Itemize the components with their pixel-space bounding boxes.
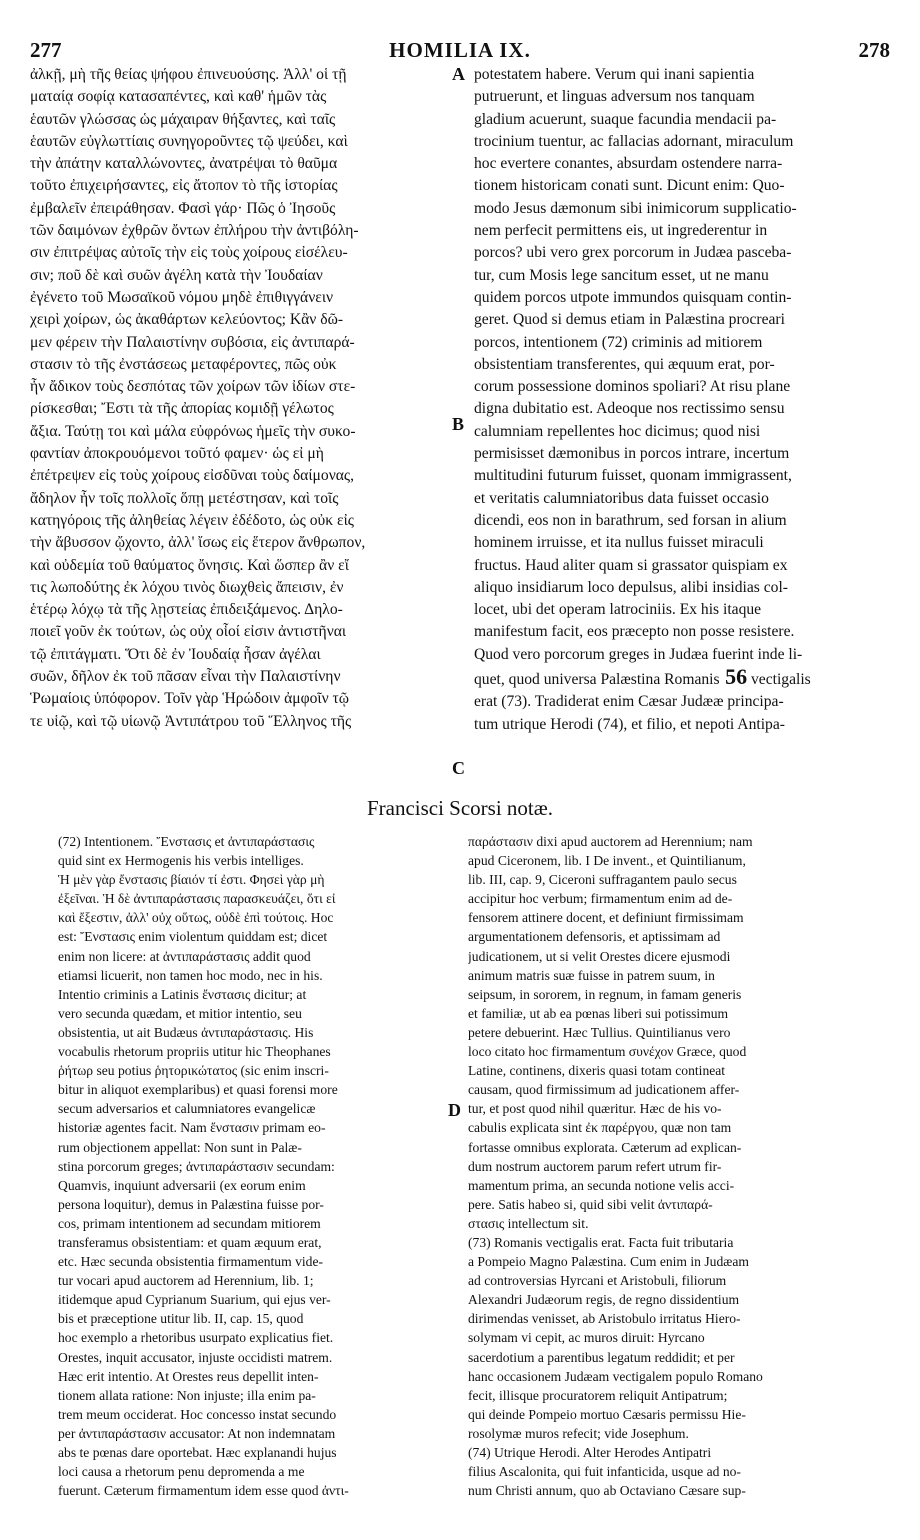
latin-text-line: fructus. Haud aliter quam si grassator quispiam ex bbox=[474, 556, 788, 574]
note-line: Alexandri Judæorum regis, de regno dissidentium bbox=[468, 1292, 740, 1308]
page-marker-number: 56 bbox=[719, 666, 748, 690]
note-line: Quamvis, inquiunt adversarii (ex eorum enim bbox=[58, 1177, 306, 1193]
greek-text-column bbox=[30, 64, 448, 779]
greek-text-line: τις λωποδύτης ἐκ λόχου τινὸς διωχθεὶς ἄπεισιν, ἐν bbox=[30, 578, 344, 596]
note-line: vero secunda quædam, et mitior intentio, seu bbox=[58, 1005, 302, 1021]
latin-text-line: hominem irruisse, et ita nullus fuisset miraculi bbox=[474, 534, 764, 552]
greek-text-line: ἄδηλον ἦν τοῖς πολλοῖς ὅπῃ μετέστησαν, καὶ τοῖς bbox=[30, 489, 339, 507]
greek-text-line: ἄξια. Ταύτῃ τοι καὶ μάλα εὐφρόνως ἡμεῖς τὴν συκο- bbox=[30, 422, 356, 440]
greek-text-line: στασιν τὸ τῆς ἐνστάσεως μεταφέροντες, πῶς οὐκ bbox=[30, 355, 337, 373]
margin-letter-c: C bbox=[452, 758, 465, 778]
note-line: καὶ ἔξεστιν, ἀλλ' οὐχ οὕτως, οὐδὲ ἐπὶ τούτοις. Hoc bbox=[58, 910, 334, 926]
latin-text-line: calumniam repellentes hoc dicimus; quod nisi bbox=[474, 422, 761, 440]
greek-text-line: τὴν ἀπάτην καταλλώνοντες, ἀνατρέψαι τὸ θαῦμα bbox=[30, 155, 338, 173]
note-line: accipitur hoc verbum; firmamentum enim ad de- bbox=[468, 891, 733, 907]
note-line: Orestes, inquit accusator, injuste occidisti matrem. bbox=[58, 1349, 333, 1365]
greek-text-line: καὶ οὐδεμία τοῦ θαύματος ὄνησις. Καὶ ὥσπερ ἂν εἴ bbox=[30, 556, 349, 574]
latin-text-line: et veritatis calumniatoribus data fuisset occasio bbox=[474, 489, 769, 507]
greek-text-line: χειρὶ χοίρων, ὡς ἀκαθάρτων κελεύοντος; Κἂν δῶ- bbox=[30, 311, 344, 329]
note-line: seipsum, in sororem, in regnum, in famam generis bbox=[468, 986, 742, 1002]
latin-text-line: modo Jesus dæmonum sibi inimicorum supplicatio- bbox=[474, 199, 797, 217]
greek-text-line: σιν; ποῦ δὲ καὶ συῶν ἀγέλη κατὰ τὴν Ἰουδαίαν bbox=[30, 266, 323, 284]
note-line: petere debuerint. Hæc Tullius. Quintilianus vero bbox=[468, 1024, 731, 1040]
running-header bbox=[30, 38, 890, 64]
note-line: mamentum prima, an secunda notione velis acci- bbox=[468, 1177, 735, 1193]
note-line: tur, et post quod nihil quæritur. Hæc de his vo- bbox=[468, 1101, 722, 1117]
greek-text-line: σιν ἐπιτρέψας αὐτοῖς τὴν εἰς τοὺς χοίρους εἰσέλευ- bbox=[30, 244, 348, 262]
latin-text-line: permisisset dæmonibus in porcos intrare, incertum bbox=[474, 445, 790, 463]
greek-text-line: ρίσκεσθαι; Ἔστι τὰ τῆς ἀπορίας κομιδῇ γέλωτος bbox=[30, 400, 334, 418]
latin-text-column bbox=[474, 64, 888, 779]
page-number-left: 277 bbox=[30, 38, 62, 62]
margin-letter-d: D bbox=[448, 1100, 461, 1120]
latin-text-line: manifestum facit, eos præcepto non posse resistere. bbox=[474, 623, 795, 641]
greek-text-line: τε υἱῷ, καὶ τῷ υἱωνῷ Ἀντιπάτρου τοῦ Ἕλληνος τῆς bbox=[30, 712, 352, 730]
note-line: qui deinde Pompeio mortuo Cæsaris permissu Hie- bbox=[468, 1406, 746, 1422]
note-line: Ἡ μὲν γὰρ ἔνστασις βίαιόν τί ἐστι. Φησεὶ γὰρ μὴ bbox=[58, 872, 325, 888]
note-line: etc. Hæc secunda obsistentia firmamentum vide- bbox=[58, 1254, 323, 1270]
latin-text-line: tionem historicam conati sunt. Dicunt enim: Quo- bbox=[474, 177, 785, 195]
note-line: et familiæ, ut ab ea pœnas liberi sui potissimum bbox=[468, 1005, 729, 1021]
greek-text-line: ματαίᾳ σοφίᾳ κατασαπέντες, καὶ καθ' ἡμῶν τὰς bbox=[30, 88, 327, 106]
greek-text-line: τῷ ἐπιτάγματι. Ὅτι δὲ ἐν Ἰουδαίᾳ ἦσαν ἀγέλαι bbox=[30, 645, 321, 663]
latin-text-line: obsistentiam transferentes, qui æquum erat, por- bbox=[474, 355, 775, 373]
note-line: pere. Satis habeo si, quid sibi velit ἀντιπαρά- bbox=[468, 1196, 713, 1212]
note-line: filius Ascalonita, qui fuit infanticida, usque ad no- bbox=[468, 1464, 741, 1480]
greek-text-line: ἑαυτῶν εὐγλωττίαις συνηγοροῦντες τῷ ψεύδει, καὶ bbox=[30, 132, 348, 150]
note-line: secum adversarios et calumniatores evangelicæ bbox=[58, 1101, 316, 1117]
note-line: sacerdotium a parentibus legatum reddidit; et per bbox=[468, 1349, 735, 1365]
note-line: solymam vi cepit, ac muros diruit: Hyrcano bbox=[468, 1330, 705, 1346]
greek-text-line: ἦν ἄδικον τοὺς δεσπότας τῶν χοίρων τῶν ἰδίων στε- bbox=[30, 378, 356, 396]
note-line: num Christi annum, quo ab Octaviano Cæsare sup- bbox=[468, 1483, 746, 1499]
latin-text-line: tum utrique Herodi (74), et filio, et nepoti Antipa- bbox=[474, 715, 785, 733]
note-line: enim non licere: at ἀντιπαράστασις addit quod bbox=[58, 948, 311, 964]
note-line: causam, quod firmissimum ad judicationem affer- bbox=[468, 1082, 740, 1098]
notes-right-column bbox=[468, 832, 882, 1532]
latin-text-line: multitudini futurum fuisset, quonam immigrassent, bbox=[474, 467, 792, 485]
note-line: dum nostrum auctorem parum refert utrum fir- bbox=[468, 1158, 722, 1174]
greek-text-line: συῶν, δῆλον ἐκ τοῦ πᾶσαν εἶναι τὴν Παλαιστίνην bbox=[30, 668, 341, 686]
latin-text-line: dicendi, eos non in barathrum, sed forsan in alium bbox=[474, 511, 787, 529]
page-number-right: 278 bbox=[858, 38, 890, 62]
note-line: fecit, illisque procuratorem reliquit Antipatrum; bbox=[468, 1387, 728, 1403]
note-line: Hæc erit intentio. At Orestes reus depellit inten- bbox=[58, 1368, 319, 1384]
greek-text-line: ἑαυτῶν γλώσσας ὡς μάχαιραν θήξαντες, καὶ ταῖς bbox=[30, 110, 336, 128]
note-line: est: Ἔνστασις enim violentum quiddam est; dicet bbox=[58, 929, 328, 945]
note-line: etiamsi licuerit, non tamen hoc modo, nec in his. bbox=[58, 967, 323, 983]
note-line: a Pompeio Magno Palæstina. Cum enim in Judæam bbox=[468, 1254, 749, 1270]
greek-text-line: ἐγένετο τοῦ Μωσαϊκοῦ νόμου μηδὲ ἐπιθιγγάνειν bbox=[30, 288, 334, 306]
note-line: quid sint ex Hermogenis his verbis intelliges. bbox=[58, 853, 304, 869]
latin-text-line: locet, ubi det operam latrociniis. Ex his itaque bbox=[474, 601, 762, 619]
note-line: tur vocari apud auctorem ad Herennium, lib. 1; bbox=[58, 1273, 314, 1289]
note-line: hanc occasionem Judæam vectigalem populo Romano bbox=[468, 1368, 763, 1384]
margin-letter-b: B bbox=[452, 414, 465, 434]
greek-text-line: ποιεῖ γοῦν ἐκ τούτων, ὡς οὐχ οἷοί εἰσιν ἀντιστῆναι bbox=[30, 623, 347, 641]
note-line: lib. III, cap. 9, Ciceroni suffragantem paulo secus bbox=[468, 872, 737, 888]
notes-left-column bbox=[58, 832, 442, 1532]
running-title: HOMILIA IX. bbox=[389, 38, 531, 62]
note-line: fortasse omnibus explorata. Cæterum ad explican- bbox=[468, 1139, 742, 1155]
latin-text-line: porcos, intentionem (72) criminis ad mitiorem bbox=[474, 333, 763, 351]
note-line: apud Ciceronem, lib. I De invent., et Quintilianum, bbox=[468, 853, 746, 869]
note-line: dirimendas venisset, ab Aristobulo irritatus Hiero- bbox=[468, 1311, 741, 1327]
notes-title: Francisci Scorsi notæ. bbox=[366, 796, 554, 820]
note-line: fensorem attinere docent, et definiunt firmissimam bbox=[468, 910, 744, 926]
latin-text-line: geret. Quod si demus etiam in Palæstina procreari bbox=[474, 311, 785, 329]
note-line: Intentio criminis a Latinis ἔνστασις dicitur; at bbox=[58, 986, 307, 1002]
latin-text-line: putruerunt, et linguas adversum nos tanquam bbox=[474, 88, 755, 106]
latin-text-line: digna dubitatio est. Adeoque nos rectissimo sensu bbox=[474, 400, 785, 418]
note-line: παράστασιν dixi apud auctorem ad Herennium; nam bbox=[468, 834, 753, 849]
latin-text-line: quet, quod universa Palæstina Romanis 56 vectigalis bbox=[474, 666, 811, 690]
note-line: stina porcorum greges; ἀντιπαράστασιν secundam: bbox=[58, 1158, 335, 1174]
latin-text-line: gladium acuerunt, suaque facundia mendacii pa- bbox=[474, 110, 777, 128]
latin-word-vectigalis: vectigalis bbox=[747, 671, 811, 689]
note-line: bitur in aliquot exemplaribus) et quasi forensi more bbox=[58, 1082, 338, 1098]
latin-text-line: porcos? ubi vero grex porcorum in Judæa pascebа- bbox=[474, 244, 792, 262]
latin-text-line: corum possessione dominos spoliari? At risu plane bbox=[474, 378, 791, 396]
note-line: ἐξεῖναι. Ἡ δὲ ἀντιπαράστασις παρασκευάζει, ὅτι εἰ bbox=[58, 891, 336, 907]
note-line: judicationem, ut si velit Orestes dicere ejusmodi bbox=[468, 948, 731, 964]
latin-text-line: aliquo insidiarum loco depulsus, alibi insidias col- bbox=[474, 578, 788, 596]
note-line: (72) Intentionem. Ἔνστασις et ἀντιπαράστασις bbox=[58, 834, 315, 849]
latin-text-line: nem perfecit permittens eis, ut ingrederentur in bbox=[474, 222, 768, 240]
note-line: historiæ agentes facit. Nam ἔνστασιν primam eo- bbox=[58, 1120, 326, 1136]
note-line: animum matris suæ fuisse in patrem suum, in bbox=[468, 967, 715, 983]
note-line: loci causa a rhetorum penu depromenda a me bbox=[58, 1464, 305, 1480]
note-line: vocabulis rhetorum propriis utitur hic Theophanes bbox=[58, 1044, 331, 1060]
latin-text-line: tur, cum Mosis lege sancitum esset, ut ne manu bbox=[474, 266, 769, 284]
note-line: itidemque apud Cyprianum Suarium, qui ejus ver- bbox=[58, 1292, 331, 1308]
greek-text-line: τοῦτο ἐπιχειρήσαντες, εἰς ἄτοπον τὸ τῆς ἱστορίας bbox=[30, 177, 338, 195]
note-line: (73) Romanis vectigalis erat. Facta fuit tributaria bbox=[468, 1234, 734, 1250]
latin-text-line: trocinium tuentur, ac fallacias adornant, miraculum bbox=[474, 132, 794, 150]
greek-text-line: κατηγόροις τῆς ἀληθείας λέγειν ἐδέδοτο, ὡς οὐκ εἰς bbox=[30, 511, 354, 529]
note-line: ῥήτωρ seu potius ῥητορικώτατος (sic enim inscri- bbox=[58, 1063, 329, 1079]
latin-text-line: potestatem habere. Verum qui inani sapientia bbox=[474, 66, 755, 83]
note-line: persona loquitur), demus in Palæstina fuisse por- bbox=[58, 1196, 324, 1212]
note-line: Latine, continens, dixeris quasi totam contineat bbox=[468, 1063, 726, 1079]
note-line: rosolymæ muros refecit; vide Josephum. bbox=[468, 1425, 689, 1441]
note-line: cabulis explicata sint ἐκ παρέργου, quæ non tam bbox=[468, 1120, 732, 1136]
margin-letter-a: A bbox=[452, 64, 465, 84]
note-line: transferamus obsistentiam: et quam æquum erat, bbox=[58, 1234, 322, 1250]
greek-text-line: ἐμβαλεῖν ἐπειράθησαν. Φασὶ γάρ· Πῶς ὁ Ἰησοῦς bbox=[30, 199, 336, 217]
latin-text-line: Quod vero porcorum greges in Judæa fuerint inde li- bbox=[474, 645, 803, 663]
note-line: argumentationem defensoris, et aptissimam ad bbox=[468, 929, 721, 945]
note-line: cos, primam intentionem ad secundam mitiorem bbox=[58, 1215, 321, 1231]
greek-text-line: φαντίαν ἀποκρουόμενοι τοῦτό φαμεν· ὡς εἰ μὴ bbox=[30, 445, 324, 463]
latin-text-line: erat (73). Tradiderat enim Cæsar Judææ principa- bbox=[474, 693, 784, 711]
note-line: tionem allata ratione: Non injuste; illa enim pa- bbox=[58, 1387, 316, 1403]
note-line: (74) Utrique Herodi. Alter Herodes Antipatri bbox=[468, 1445, 712, 1460]
note-line: per ἀντιπαράστασιν accusator: At non indemnatam bbox=[58, 1425, 336, 1441]
greek-text-line: τὴν ἄβυσσον ᾤχοντο, ἀλλ' ἴσως εἰς ἕτερον ἄνθρωπον, bbox=[30, 534, 366, 552]
note-line: στασις intellectum sit. bbox=[468, 1215, 589, 1231]
greek-text-line: μεν φέρειν τὴν Παλαιστίνην συβόσια, εἰς ἀντιπαρά- bbox=[30, 333, 355, 351]
greek-text-line: Ῥωμαίοις ὑπόφορον. Τοῖν γὰρ Ἡρώδοιν ἀμφοῖν τῷ bbox=[30, 690, 350, 708]
note-line: loco citato hoc firmamentum συνέχον Græce, quod bbox=[468, 1044, 747, 1060]
greek-text-line: ἀλκῇ, μὴ τῆς θείας ψήφου ἐπινευούσης. Ἀλλ' οἱ τῇ bbox=[30, 66, 347, 83]
note-line: hoc exemplo a rhetoribus usurpato explicatius fiet. bbox=[58, 1330, 334, 1346]
note-line: obsistentia, ut ait Budæus ἀντιπαράστασις. His bbox=[58, 1024, 314, 1040]
note-line: trem meum occiderat. Hoc concesso instat secundo bbox=[58, 1406, 337, 1422]
note-line: abs te pœnas dare oportebat. Hæc explanandi hujus bbox=[58, 1445, 337, 1460]
greek-text-line: τῶν δαιμόνων ἐχθρῶν ὄντων ἐπλήρου τὴν ἀντιβόλη- bbox=[30, 222, 359, 240]
latin-text-line: quidem porcos utpote immundos quisquam contin- bbox=[474, 288, 792, 306]
note-line: rum objectionem appellat: Non sunt in Palæ- bbox=[58, 1139, 302, 1155]
greek-text-line: ἐπέτρεψεν εἰς τοὺς χοίρους εἰσδῦναι τοὺς δαίμονας, bbox=[30, 467, 354, 485]
note-line: ad controversias Hyrcani et Aristobuli, filiorum bbox=[468, 1273, 727, 1289]
note-line: bis et præceptione utitur lib. II, cap. 15, quod bbox=[58, 1311, 304, 1327]
greek-text-line: ἑτέρῳ λόχῳ τὰ τῆς λῃστείας ἐπιδειξάμενος. Δηλο- bbox=[30, 601, 343, 619]
note-line: fuerunt. Cæterum firmamentum idem esse quod ἀντι- bbox=[58, 1483, 349, 1499]
latin-text-line: hoc evertere conantes, absurdam ostendere narra- bbox=[474, 155, 783, 173]
